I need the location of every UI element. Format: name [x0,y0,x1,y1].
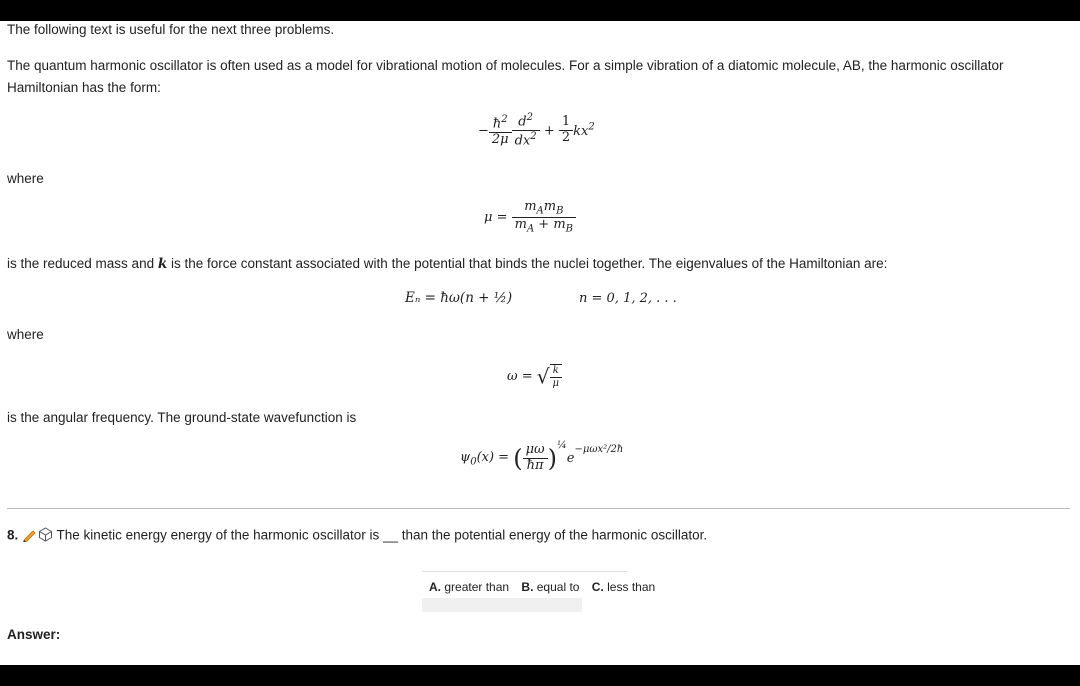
quantum-number-values: n = 0, 1, 2, . . . [579,291,677,306]
top-black-bar [0,0,1080,21]
paragraph-line-2: Hamiltonian has the form: [7,80,161,95]
where-label-2: where [7,327,44,342]
pencil-icon [22,528,38,545]
choice-b[interactable]: B. equal to [521,580,580,594]
intro-text: The following text is useful for the next three problems. [7,22,335,37]
choices-shade [422,598,582,612]
question-8 [7,527,707,545]
question-number: 8. [7,527,19,543]
reduced-mass-equation: μ = $\frac{m_Am_B}{m_A + m_B}$ [484,200,576,235]
where-label-1: where [7,171,44,186]
energy-eigenvalue-equation: Eₙ = ħω(n + ½) [405,290,513,306]
paragraph-line-1: The quantum harmonic oscillator is often used as a model for vibrational motion of molecules. For a simple vibration of a diatomic molecule, AB, the harmonic oscillator [7,58,1004,73]
reduced-mass-text: is the reduced mass and k is the force constant associated with the potential that binds the nuclei together. The eigenvalues of the Hamiltonian are: [7,256,888,272]
hamiltonian-equation: − $\frac{ħ^2}{2\mu}$ $\frac{d^2}{dx^2}$ + $\frac{1}{2}$ $kx^2$ [478,112,595,149]
choice-c[interactable]: C. less than [591,580,656,594]
bottom-black-bar [0,665,1080,686]
ground-state-wavefunction-equation: $\psi_0(x)$ = ( $\frac{\mu\omega}{ħ\pi}$ )$^{\frac{1}{4}}e^{-\mu\omega x^2/2ħ}$ [460,440,624,473]
answer-label: Answer: [7,627,61,642]
choice-a[interactable]: A. greater than [429,580,510,594]
section-divider [7,508,1070,509]
angular-frequency-equation: ω = √ $\frac{k}{\mu}$ [507,364,562,389]
angular-frequency-text: is the angular frequency. The ground-state wavefunction is [7,410,357,425]
answer-choices [422,571,656,612]
question-text: The kinetic energy energy of the harmonic oscillator is __ than the potential energy of the harmonic oscillator. [56,527,708,543]
cube-icon [38,527,53,545]
